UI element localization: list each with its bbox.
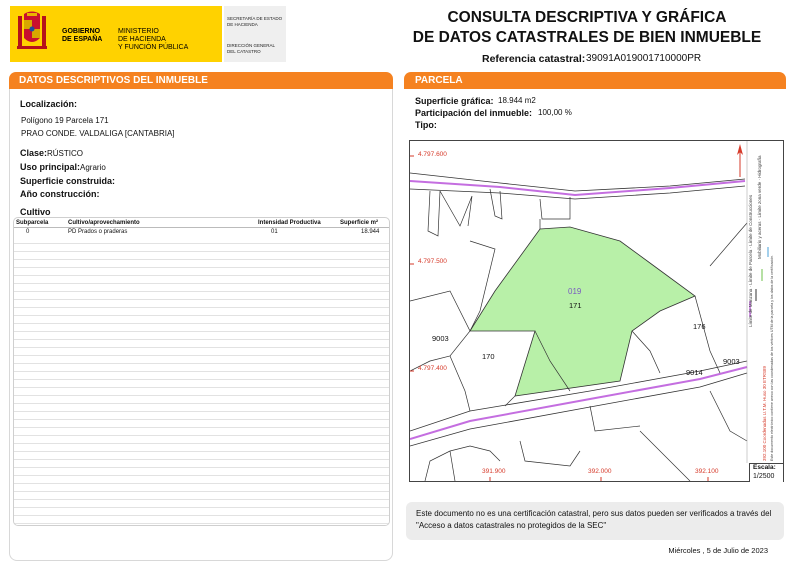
class-value: RÚSTICO (47, 149, 83, 158)
use-label: Uso principal: (20, 162, 81, 172)
secretariat-name: SECRETARÍA DE ESTADO DE HACIENDA (227, 16, 283, 27)
cadastral-map (409, 140, 784, 482)
location-line-2: PRAO CONDE. VALDALIGA [CANTABRIA] (21, 129, 175, 138)
participation-value: 100,00 % (538, 108, 572, 117)
government-name: GOBIERNO DE ESPAÑA (62, 28, 103, 43)
type-label: Tipo: (415, 120, 437, 130)
construction-year-label: Año construcción: (20, 189, 100, 199)
cell-intensity: 01 (271, 229, 278, 235)
cell-subparcel: 0 (26, 229, 30, 235)
built-area-label: Superficie construida: (20, 176, 116, 186)
scale-box (749, 463, 783, 482)
participation-label: Participación del inmueble: (415, 108, 533, 118)
legend-parcel: Límite de Manzana · Límite de Parcela · Límite de Construcciones (748, 194, 753, 327)
document-date: Miércoles , 5 de Julio de 2023 (668, 546, 768, 555)
y-label-1: 4.797.600 (418, 151, 447, 158)
parcel-171-label: 171 (569, 301, 582, 310)
page-title: CONSULTA DESCRIPTIVA Y GRÁFICA DE DATOS CATASTRALES DE BIEN INMUEBLE (412, 9, 762, 46)
crop-table-header (14, 218, 389, 228)
verification-notice: Este documento no es una certificación catastral, pero sus datos pueden ser verificados a través del "Acceso a datos catastrales no protegidos de la SEC" (406, 502, 784, 540)
graphic-area-label: Superficie gráfica: (415, 96, 494, 106)
crop-table (13, 217, 390, 526)
col-intensity: Intensidad Productiva (258, 220, 321, 226)
section-bar-descriptive: DATOS DESCRIPTIVOS DEL INMUEBLE (9, 72, 393, 89)
directorate-name: DIRECCIÓN GENERAL DEL CATASTRO (227, 43, 276, 54)
parcel-9003-label-left: 9003 (432, 334, 449, 343)
parcel-9003-label-right: 9003 (723, 357, 740, 366)
parcel-176-label: 176 (693, 322, 706, 331)
class-label: Clase: (20, 148, 48, 158)
road-upper-lower-edge (410, 186, 745, 199)
col-area: Superficie m² (340, 220, 379, 226)
utm-note: 392.100 Coordenadas U.T.M. Huso 30 ETRS89 (762, 365, 767, 461)
parcel-170-label: 170 (482, 352, 495, 361)
parcel-9014-label: 9014 (686, 368, 703, 377)
x-label-3: 392.100 (695, 468, 719, 475)
graphic-area-value: 18.944 m2 (498, 96, 536, 105)
cell-crop: PD Prados o praderas (68, 229, 128, 235)
col-crop: Cultivo/aprovechamiento (68, 220, 140, 226)
parcel-171-shape (470, 227, 695, 396)
road-upper-magenta (410, 181, 745, 195)
y-label-2: 4.797.500 (418, 258, 447, 265)
ministry-name: MINISTERIO DE HACIENDA Y FUNCIÓN PÚBLICA (118, 28, 189, 51)
location-label: Localización: (20, 99, 78, 109)
map-svg (410, 141, 783, 481)
empty-table-rows (14, 236, 389, 526)
scale-value: 1/2500 (753, 473, 775, 480)
col-subparcel: Subparcela (16, 220, 49, 226)
cell-area: 18.944 (361, 229, 380, 235)
x-label-1: 391.900 (482, 468, 506, 475)
y-label-3: 4.797.400 (418, 365, 447, 372)
cadastral-ref-label: Referencia catastral: (482, 53, 586, 65)
location-line-1: Polígono 19 Parcela 171 (21, 116, 109, 125)
use-value: Agrario (80, 163, 106, 172)
scale-label: Escala: (753, 464, 776, 471)
section-bar-parcel: PARCELA (404, 72, 786, 89)
annex-note: Este documento electrónico contiene anexo con las coordenadas de los vértices UTM de la parcela y los datos de la certificación. (770, 254, 774, 461)
cadastral-ref-value: 39091A019001710000PR (586, 53, 702, 64)
legend-urban: Mobiliario y aceras · Límite zona verde · Hidrografía (757, 155, 762, 259)
table-row (14, 228, 389, 236)
parcel-code-label: 019 (568, 287, 582, 296)
coat-of-arms-icon (14, 10, 50, 54)
x-label-2: 392.000 (588, 468, 612, 475)
crop-section-label: Cultivo (20, 207, 51, 217)
road-upper-edge (410, 173, 745, 191)
